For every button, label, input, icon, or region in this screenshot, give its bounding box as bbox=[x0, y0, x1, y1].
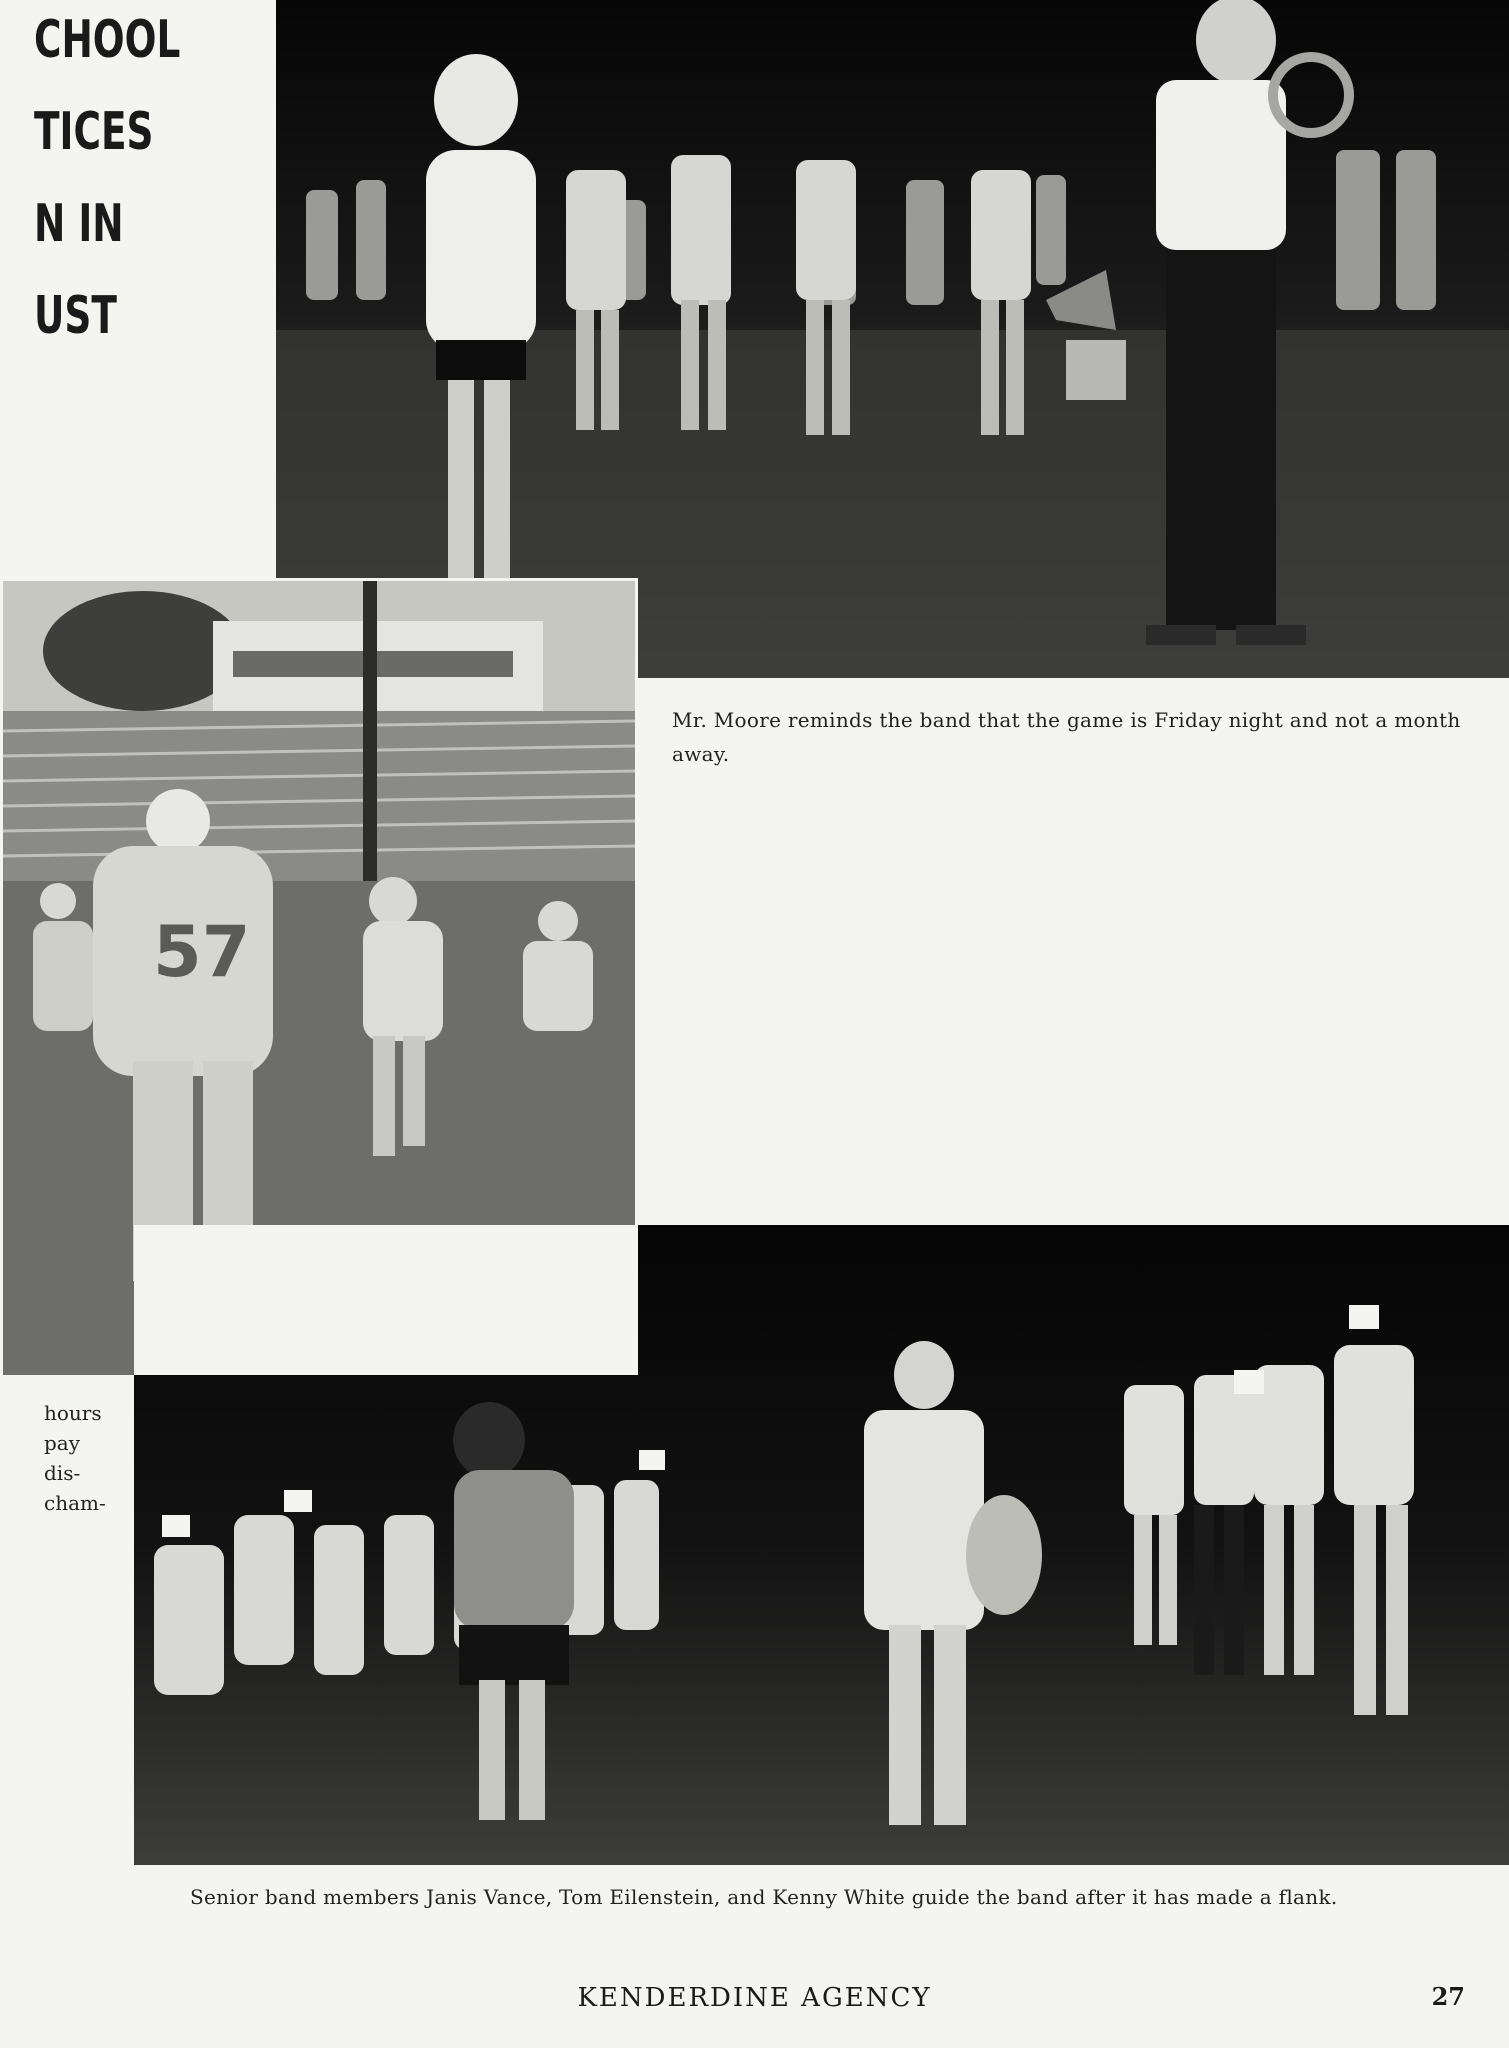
jersey-number: 57 bbox=[153, 911, 251, 993]
caption-senior-band-members: Senior band members Janis Vance, Tom Eilenstein, and Kenny White guide the band after it has made a flank. bbox=[190, 1885, 1338, 1909]
caption-mr-moore: Mr. Moore reminds the band that the game is Friday night and not a month away. bbox=[672, 708, 1461, 766]
photo-marching-band bbox=[134, 1225, 1509, 1865]
photo-band-night-practice bbox=[276, 0, 1509, 678]
fragment-line-4: cham- bbox=[44, 1491, 106, 1515]
headline-line-2: TICES bbox=[34, 102, 154, 162]
page-number: 27 bbox=[1431, 1982, 1465, 2011]
headline bbox=[34, 10, 200, 382]
footer-agency-name: KENDERDINE AGENCY bbox=[577, 1983, 932, 2013]
fragment-line-2: pay bbox=[44, 1431, 81, 1455]
fragment-line-3: dis- bbox=[44, 1461, 81, 1485]
headline-line-3: N IN bbox=[34, 194, 124, 254]
headline-line-1: CHOOL bbox=[34, 10, 181, 70]
fragment-line-1: hours bbox=[44, 1401, 102, 1425]
headline-line-4: UST bbox=[34, 286, 117, 346]
fragment-column-text bbox=[44, 1398, 106, 1518]
